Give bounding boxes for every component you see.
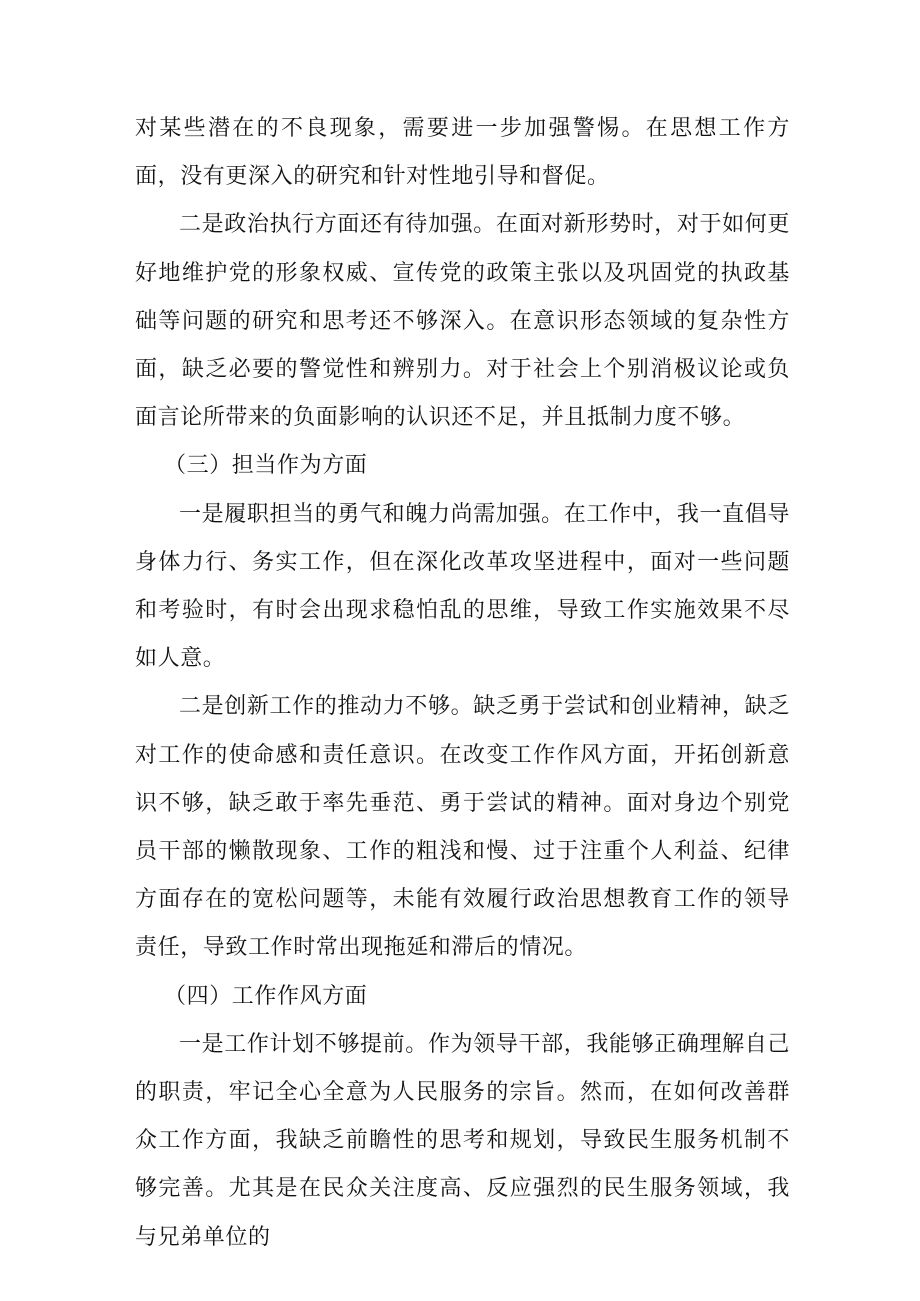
paragraph-work-plan: 一是工作计划不够提前。作为领导干部，我能够正确理解自己的职责，牢记全心全意为人民服务的宗旨。然而，在如何改善群众工作方面，我缺乏前瞻性的思考和规划，导致民生服务机制不够完善。尤其是在民众关注度高、反应强烈的民生服务领域，我与兄弟单位的 (135, 1031, 790, 1250)
paragraph-innovation-drive: 二是创新工作的推动力不够。缺乏勇于尝试和创业精神，缺乏对工作的使命感和责任意识。在改变工作作风方面，开拓创新意识不够，缺乏敢于率先垂范、勇于尝试的精神。面对身边个别党员干部的懒散现象、工作的粗浅和慢、过于注重个人利益、纪律方面存在的宽松问题等，未能有效履行政治思想教育工作的领导责任，导致工作时常出现拖延和滞后的情况。 (135, 694, 790, 961)
paragraph-continued: 对某些潜在的不良现象，需要进一步加强警惕。在思想工作方面，没有更深入的研究和针对性地引导和督促。 (135, 116, 790, 190)
paragraph-responsibility-courage: 一是履职担当的勇气和魄力尚需加强。在工作中，我一直倡导身体力行、务实工作，但在深化改革攻坚进程中，面对一些问题和考验时，有时会出现求稳怕乱的思维，导致工作实施效果不尽如人意。 (135, 501, 790, 672)
document-body (135, 105, 790, 1262)
section-heading-4: （四）工作作风方面 (164, 983, 368, 1009)
section-heading-3: （三）担当作为方面 (164, 453, 368, 479)
paragraph-political-execution: 二是政治执行方面还有待加强。在面对新形势时，对于如何更好地维护党的形象权威、宣传党的政策主张以及巩固党的执政基础等问题的研究和思考还不够深入。在意识形态领域的复杂性方面，缺乏必要的警觉性和辨别力。对于社会上个别消极议论或负面言论所带来的负面影响的认识还不足，并且抵制力度不够。 (135, 212, 790, 431)
